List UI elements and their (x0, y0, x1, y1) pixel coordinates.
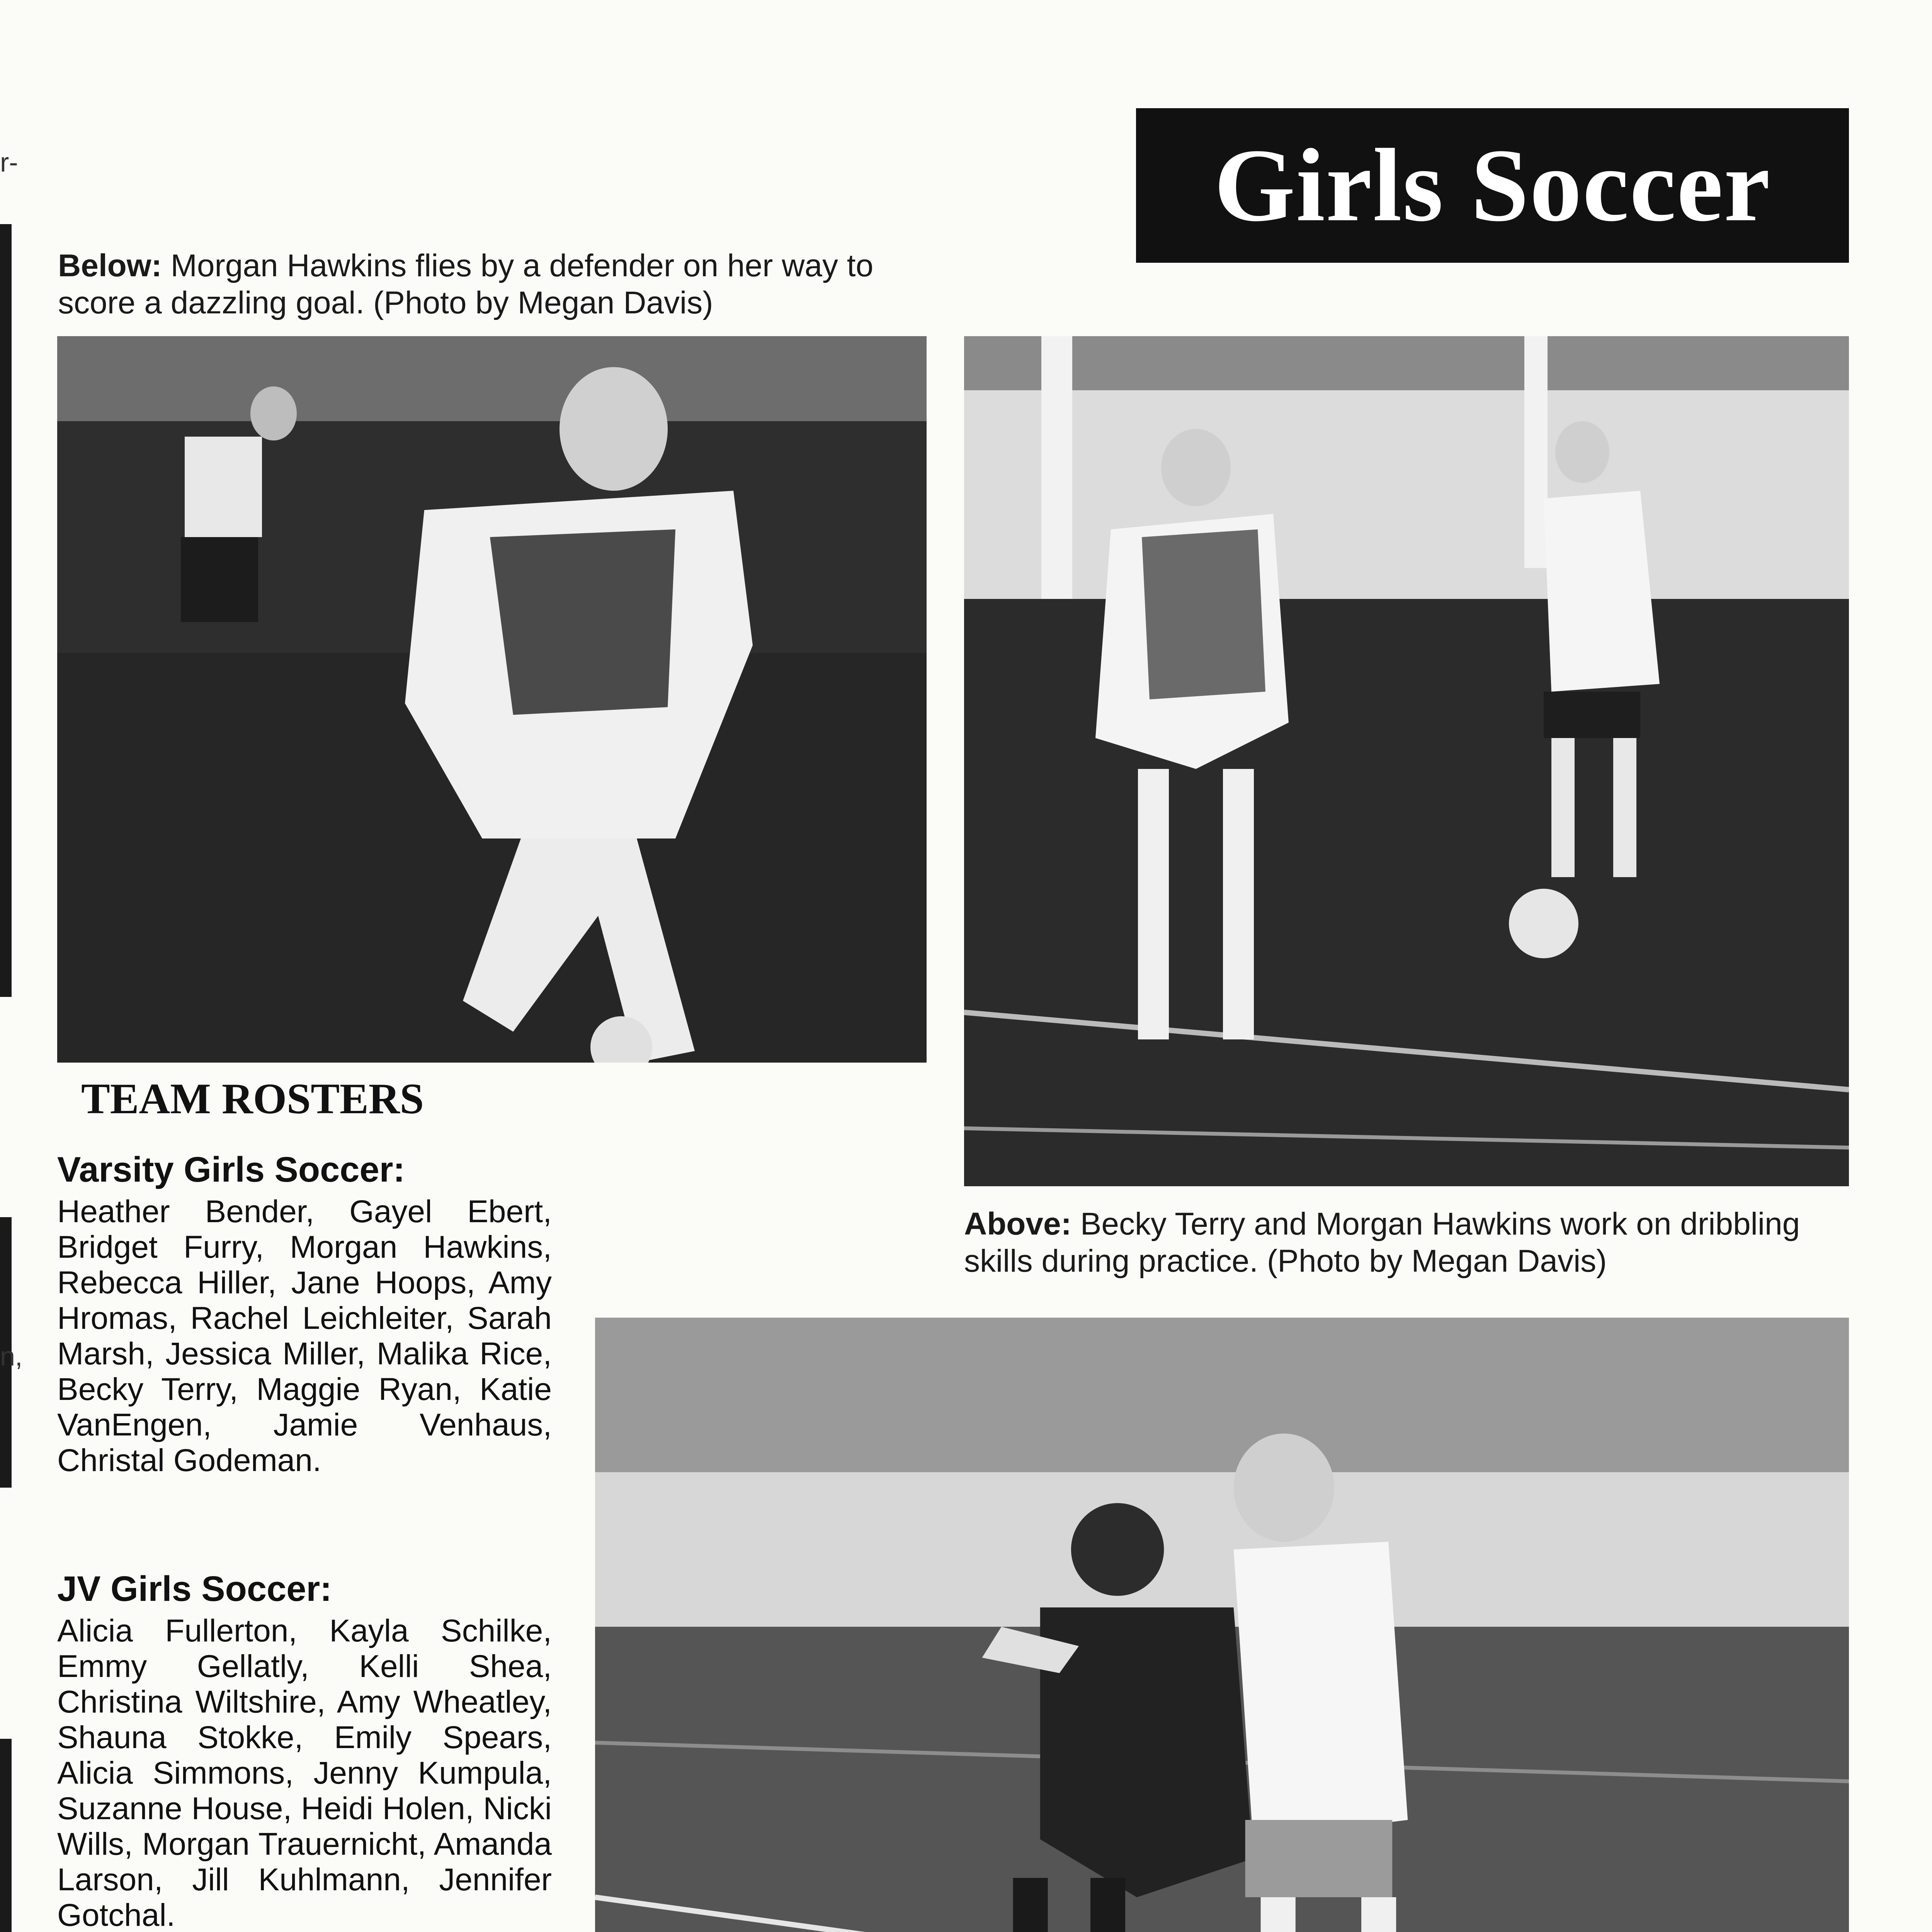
page-title-box (1136, 108, 1849, 263)
caption-lead: Below: (58, 248, 162, 283)
margin-mark: n, (0, 1341, 23, 1371)
photo-placeholder (57, 336, 927, 1063)
caption-text: Morgan Hawkins flies by a defender on her way to score a dazzling goal. (Photo by Megan Davis) (58, 248, 874, 320)
varsity-names: Heather Bender, Gayel Ebert, Bridget Furry, Morgan Hawkins, Rebecca Hiller, Jane Hoops, Amy Hromas, Rachel Leichleiter, Sarah Marsh, Jessica Miller, Malika Rice, Becky Terry, Maggie Ryan, Katie VanEngen, Jamie Venhaus, Christal Godeman. (57, 1194, 552, 1478)
photo-battle-for-ball (595, 1318, 1849, 1932)
photo-placeholder (964, 336, 1849, 1186)
jv-heading: JV Girls Soccer: (57, 1569, 332, 1609)
jv-names: Alicia Fullerton, Kayla Schilke, Emmy Gellatly, Kelli Shea, Christina Wiltshire, Amy Wheatley, Shauna Stokke, Emily Spears, Alicia Simmons, Jenny Kumpula, Suzanne House, Heidi Holen, Nicki Wills, Morgan Trauernicht, Amanda Larson, Jill Kuhlmann, Jennifer Gotchal. (57, 1613, 552, 1932)
photo-hawkins-goal (57, 336, 927, 1063)
left-edge-strip (0, 1739, 12, 1932)
margin-mark: r- (0, 147, 18, 177)
caption-top-left (58, 247, 947, 321)
photo-placeholder (595, 1318, 1849, 1932)
caption-right-mid (964, 1206, 1853, 1280)
photo-dribbling-practice (964, 336, 1849, 1186)
caption-text: Becky Terry and Morgan Hawkins work on dribbling skills during practice. (Photo by Megan Davis) (964, 1206, 1800, 1279)
left-edge-strip (0, 224, 12, 997)
varsity-heading: Varsity Girls Soccer: (57, 1150, 405, 1189)
page-title: Girls Soccer (1214, 128, 1771, 243)
team-rosters-heading: TEAM ROSTERS (81, 1075, 424, 1123)
caption-lead: Above: (964, 1206, 1071, 1242)
